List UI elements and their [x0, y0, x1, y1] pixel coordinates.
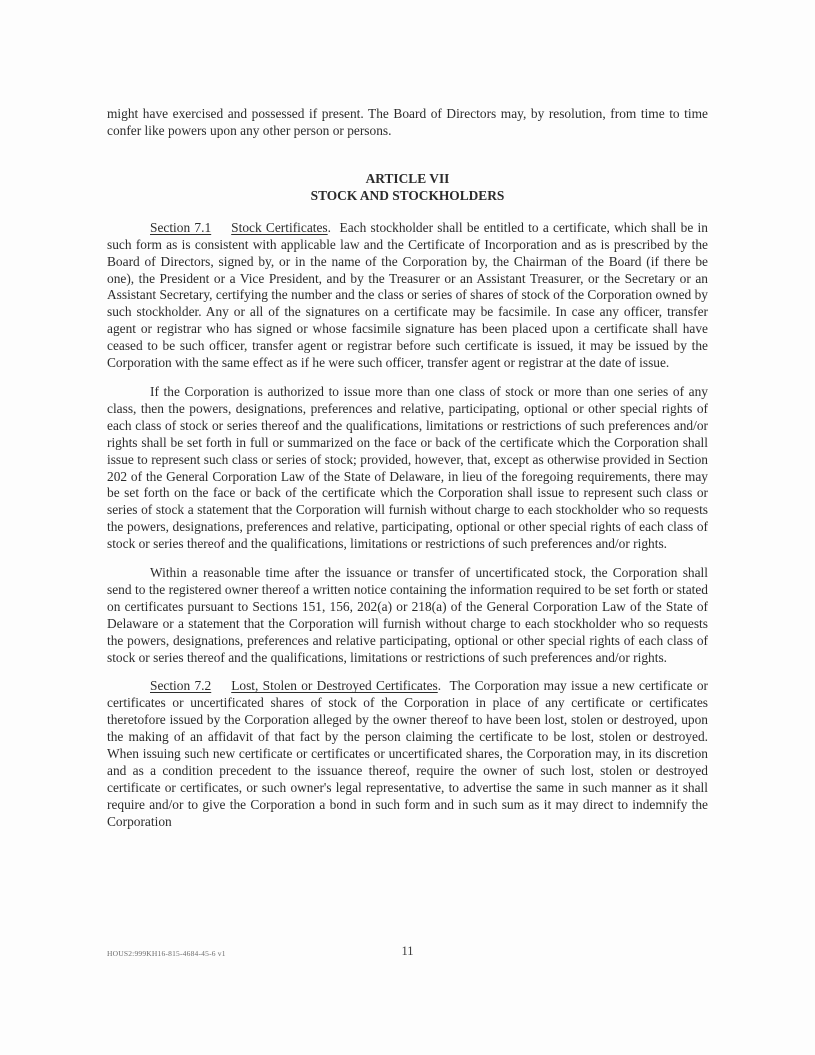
footer-page-number: 11: [401, 944, 414, 958]
section-7-2-label: Section 7.2: [150, 678, 212, 694]
section-7-1-label: Section 7.1: [150, 219, 212, 235]
body-paragraph-classes-of-stock: If the Corporation is authorized to issue more than one class of stock or more than one series of any class, then the powers, designations, preferences and relative, participating, optional or other special rights of each class of stock or series thereof and the qualifications, limitations or restrictions of such preferences and/or rights shall be set forth in full or summarized on the face or back of the certificate which the Corporation shall issue to represent such class or series of stock; provided, however, that, except as otherwise provided in Section 202 of the General Corporation Law of the State of Delaware, in lieu of the foregoing requirements, there may be set forth on the face or back of the certificate which the Corporation shall issue to represent such class or series of stock a statement that the Corporation will furnish without charge to each stockholder who so requests the powers, designations, preferences and relative, participating, optional or other special rights of each class of stock or series thereof and the qualifications, limitations or restrictions of such preferences and/or rights.: [107, 383, 708, 552]
section-7-2-body: The Corporation may issue a new certificate or certificates or uncertificated shares of stock of the Corporation in place of any certificate or certificates theretofore issued by the Corporation alleged by the owner thereof to have been lost, stolen or destroyed, upon the making of an affidavit of that fact by the person claiming the certificate to be lost, stolen or destroyed. When issuing such new certificate or certificates or uncertificated shares, the Corporation may, in its discretion and as a condition precedent to the issuance thereof, require the owner of such lost, stolen or destroyed certificate or certificates, or such owner's legal representative, to advertise the same in such manner as it shall require and/or to give the Corporation a bond in such form and in such sum as it may direct to indemnify the Corporation: [107, 678, 708, 829]
article-subheading: STOCK AND STOCKHOLDERS: [310, 187, 505, 203]
article-heading-block: [107, 170, 708, 204]
continuation-paragraph: might have exercised and possessed if present. The Board of Directors may, by resolution, from time to time confer like powers upon any other person or persons.: [107, 106, 708, 138]
article-heading: ARTICLE VII: [365, 170, 450, 186]
body-paragraph-uncertificated-notice: Within a reasonable time after the issuance or transfer of uncertificated stock, the Corporation shall send to the registered owner thereof a written notice containing the information required to be set forth or stated on certificates pursuant to Sections 151, 156, 202(a) or 218(a) of the General Corporation Law of the State of Delaware or a statement that the Corporation will furnish without charge to each stockholder who so requests the powers, designations, preferences and relative participating, optional or other special rights of each class of stock or series thereof and the qualifications, limitations or restrictions of such preferences and/or rights.: [107, 565, 708, 665]
section-7-1-title: Stock Certificates: [231, 219, 328, 235]
section-7-2-paragraph: [107, 678, 708, 830]
section-7-2-title: Lost, Stolen or Destroyed Certificates: [231, 678, 438, 694]
footer-document-id: HOUS2:999KH16-815-4684-45-6 v1: [107, 949, 226, 958]
section-7-1-body: Each stockholder shall be entitled to a certificate, which shall be in such form as is consistent with applicable law and the Certificate of Incorporation and as is prescribed by the Board of Directors, signed by, or in the name of the Corporation by, the Chairman of the Board (if there be one), the President or a Vice President, and by the Treasurer or an Assistant Treasurer, or the Secretary or an Assistant Secretary, certifying the number and the class or series of shares of stock of the Corporation owned by such stockholder. Any or all of the signatures on a certificate may be facsimile. In case any officer, transfer agent or registrar who has signed or whose facsimile signature has been placed upon a certificate shall have ceased to be such officer, transfer agent or registrar before such certificate is issued, it may be issued by the Corporation with the same effect as if he were such officer, transfer agent or registrar at the date of issue.: [107, 219, 708, 371]
section-7-2-title-period: .: [437, 678, 442, 694]
document-content: [107, 106, 708, 843]
section-7-1-paragraph: [107, 220, 708, 372]
section-7-1-title-period: .: [327, 219, 332, 235]
